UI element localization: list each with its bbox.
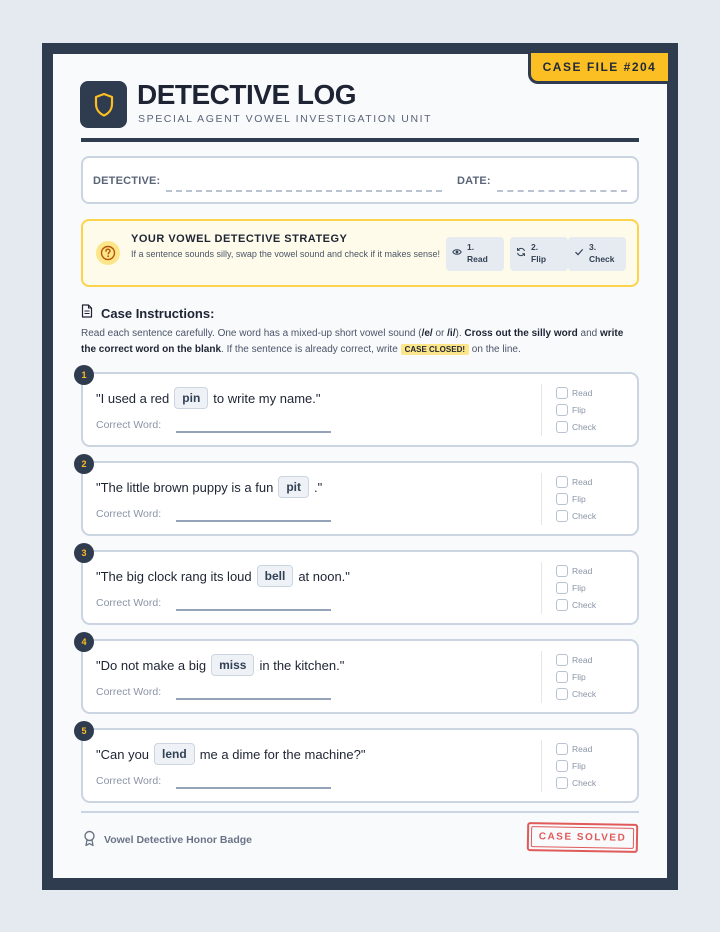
case-number-badge: 3 [74,543,94,563]
case-sentence: "Do not make a big miss in the kitchen." [96,654,344,676]
date-line[interactable] [497,190,627,192]
card-divider [541,562,542,614]
case-sentence: "Can you lend me a dime for the machine?" [96,743,365,765]
check-checkbox[interactable]: Check [556,774,596,791]
checklist [556,740,596,791]
read-checkbox[interactable]: Read [556,473,596,490]
step-label: Flip [531,254,547,264]
correct-word-label: Correct Word: [96,419,162,431]
honor-badge-label: Vowel Detective Honor Badge [104,834,253,846]
correct-word-label: Correct Word: [96,686,162,698]
case-card-5 [81,728,639,803]
check-checkbox[interactable]: Check [556,507,596,524]
strategy-title: YOUR VOWEL DETECTIVE STRATEGY [131,233,348,245]
case-card-2 [81,461,639,536]
step-number: 1. [467,242,475,252]
case-card-1 [81,372,639,447]
detective-info-box [81,156,639,204]
case-number-badge: 4 [74,632,94,652]
correct-word-label: Correct Word: [96,597,162,609]
case-sentence: "The big clock rang its loud bell at noon." [96,565,350,587]
flip-checkbox[interactable]: Flip [556,757,596,774]
case-sentence: "I used a red pin to write my name." [96,387,320,409]
check-checkbox[interactable]: Check [556,685,596,702]
card-divider [541,651,542,703]
case-number-badge: 1 [74,365,94,385]
instructions-title: Case Instructions: [101,306,215,321]
step-label: Read [467,254,488,264]
read-checkbox[interactable]: Read [556,740,596,757]
footer-divider [81,811,639,813]
case-card-4 [81,639,639,714]
correct-word-line[interactable] [176,698,331,700]
flip-checkbox[interactable]: Flip [556,401,596,418]
page-title: DETECTIVE LOG [137,79,357,110]
step-number: 2. [531,242,539,252]
instructions-header [81,304,214,323]
step-check [568,237,626,271]
case-number-badge: 5 [74,721,94,741]
refresh-icon [516,247,526,260]
question-icon [96,241,120,265]
card-divider [541,473,542,525]
read-checkbox[interactable]: Read [556,384,596,401]
flip-checkbox[interactable]: Flip [556,490,596,507]
suspect-word[interactable]: pit [278,476,309,498]
correct-word-label: Correct Word: [96,508,162,520]
flip-checkbox[interactable]: Flip [556,579,596,596]
page-subtitle: SPECIAL AGENT VOWEL INVESTIGATION UNIT [138,113,433,125]
checklist [556,384,596,435]
correct-word-line[interactable] [176,520,331,522]
award-icon [83,830,96,850]
read-checkbox[interactable]: Read [556,651,596,668]
card-divider [541,740,542,792]
case-file-tab: CASE FILE #204 [528,53,668,84]
document-icon [81,304,93,323]
case-number-badge: 2 [74,454,94,474]
suspect-word[interactable]: pin [174,387,208,409]
worksheet-frame [42,43,678,890]
step-read [446,237,504,271]
step-number: 3. [589,242,597,252]
suspect-word[interactable]: lend [154,743,195,765]
detective-label: DETECTIVE: [93,175,161,187]
case-solved-stamp: CASE SOLVED [527,822,638,853]
step-flip [510,237,568,271]
correct-word-line[interactable] [176,609,331,611]
suspect-word[interactable]: miss [211,654,254,676]
checklist [556,473,596,524]
detective-name-line[interactable] [166,190,442,192]
date-label: DATE: [457,175,491,187]
suspect-word[interactable]: bell [257,565,294,587]
worksheet-page [53,54,667,878]
check-icon [574,247,584,260]
checklist [556,651,596,702]
flip-checkbox[interactable]: Flip [556,668,596,685]
correct-word-line[interactable] [176,431,331,433]
step-label: Check [589,254,615,264]
header-divider [81,138,639,142]
read-checkbox[interactable]: Read [556,562,596,579]
card-divider [541,384,542,436]
correct-word-line[interactable] [176,787,331,789]
correct-word-label: Correct Word: [96,775,162,787]
shield-icon [80,81,127,128]
case-sentence: "The little brown puppy is a fun pit ." [96,476,322,498]
check-checkbox[interactable]: Check [556,418,596,435]
strategy-text: If a sentence sounds silly, swap the vowel sound and check if it makes sense! [131,249,440,259]
checklist [556,562,596,613]
case-closed-tag: CASE CLOSED! [401,344,469,355]
instructions-text: Read each sentence carefully. One word has a mixed-up short vowel sound (/e/ or /i/). Cross out the silly word and write the correct word on the blank. If the sentence is already correct, write CASE CLOSED! on the line. [81,328,624,355]
honor-badge [83,830,252,850]
case-card-3 [81,550,639,625]
eye-icon [452,247,462,260]
check-checkbox[interactable]: Check [556,596,596,613]
strategy-box [81,219,639,287]
